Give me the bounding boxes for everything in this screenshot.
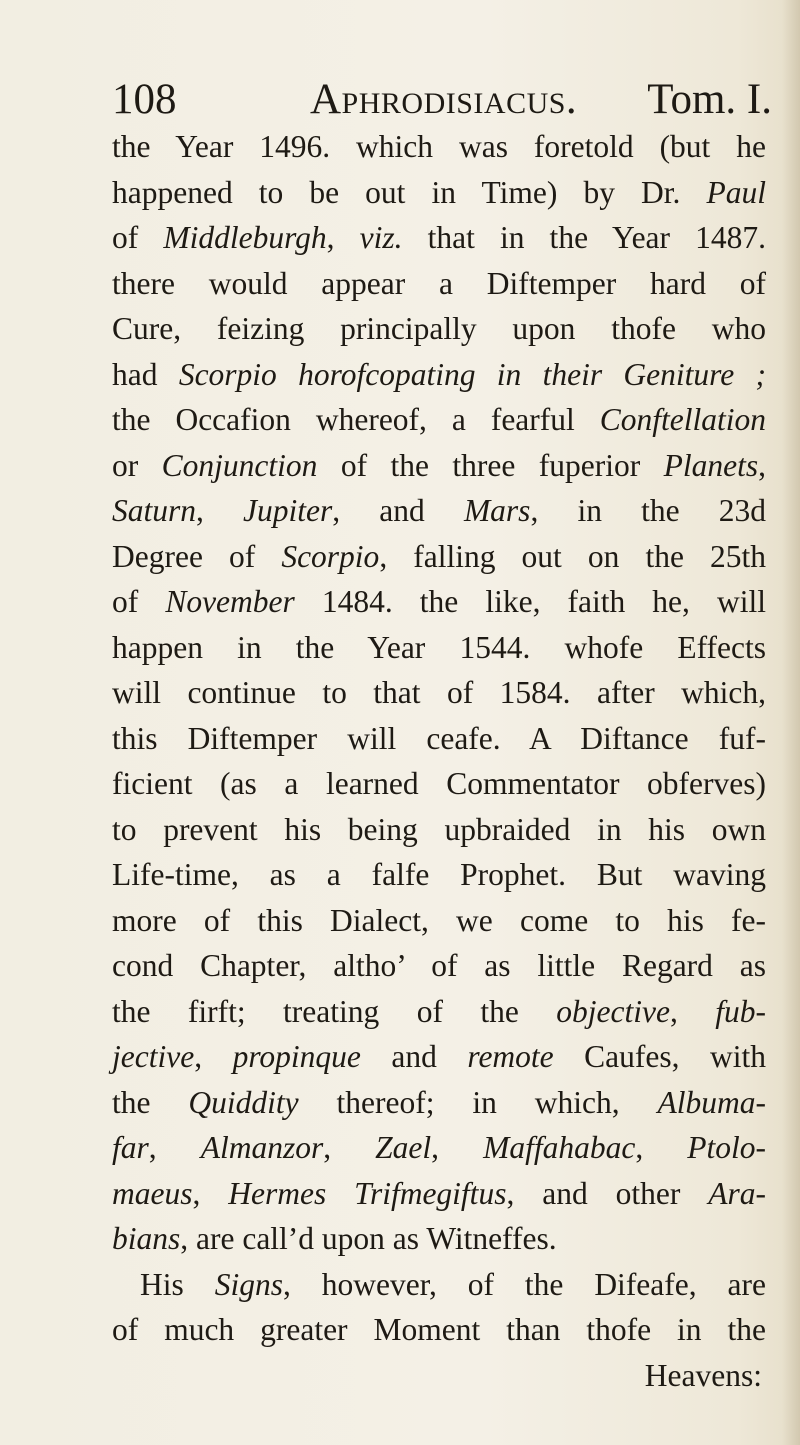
text-segment: of much greater Moment than thofe in the [112, 1312, 766, 1347]
text-line [112, 1262, 766, 1308]
italic-segment: Zael [375, 1130, 432, 1165]
italic-segment: Planets [663, 447, 759, 483]
italic-segment: Maffahabac [483, 1130, 636, 1165]
text-segment: Cure, feizing principally upon thofe who [112, 311, 766, 346]
text-line [112, 1171, 766, 1217]
italic-segment: maeus [112, 1175, 193, 1211]
italic-segment: Middleburgh [163, 220, 327, 255]
text-line [112, 443, 766, 489]
italic-segment: Ptolo- [687, 1130, 767, 1165]
text-segment: , in the 23d [530, 493, 767, 528]
text-line [112, 170, 766, 216]
text-segment: , [192, 1175, 229, 1211]
text-line [112, 989, 766, 1035]
italic-segment: fub- [715, 993, 767, 1029]
text-line [112, 397, 766, 443]
text-line [112, 534, 766, 580]
body-text [112, 124, 766, 1398]
text-segment: , [148, 1130, 201, 1165]
text-segment: happened to be out in Time) by Dr. [112, 174, 707, 210]
italic-segment: jective [112, 1039, 195, 1074]
page-header [112, 72, 772, 128]
italic-segment: Scorpio [281, 538, 380, 574]
text-line [112, 1034, 766, 1080]
text-segment: Caufes, with [553, 1039, 767, 1074]
text-segment: thereof; in which, [298, 1084, 658, 1120]
text-line [112, 943, 766, 989]
running-title: Aphrodisiacus. [310, 76, 578, 123]
italic-segment: viz. [359, 220, 403, 255]
text-line [112, 352, 766, 398]
italic-segment: far [112, 1130, 149, 1165]
text-segment: the Occafion whereof, a fearful [112, 402, 600, 437]
italic-segment: Signs [214, 1266, 283, 1302]
text-line [112, 1307, 766, 1353]
text-segment: ficient (as a learned Commentator obferves) [112, 766, 766, 801]
text-segment: this Diftemper will ceafe. A Diftance fuf- [112, 720, 766, 756]
text-line [112, 306, 766, 352]
text-segment: of [112, 220, 164, 255]
text-segment: Life-time, as a falfe Prophet. But waving [112, 857, 766, 892]
italic-segment: Jupiter [243, 493, 333, 528]
italic-segment: bians [112, 1221, 181, 1256]
text-segment: to prevent his being upbraided in his own [112, 811, 766, 847]
text-segment: the firft; treating of the [112, 993, 557, 1029]
text-segment: the Year 1496. which was foretold (but he [112, 129, 766, 164]
text-segment: , are call’d upon as Witneffes. [180, 1221, 557, 1256]
text-segment: the [112, 1084, 189, 1120]
italic-segment: Scorpio horofcopating in their Geniture ; [178, 356, 767, 392]
text-segment: , and other [506, 1175, 709, 1211]
text-segment: will continue to that of 1584. after which, [112, 675, 766, 710]
italic-segment: Saturn [112, 493, 197, 528]
text-line [112, 716, 766, 762]
text-segment: there would appear a Diftemper hard of [112, 265, 766, 301]
text-line [112, 488, 766, 534]
text-segment: cond Chapter, altho’ of as little Regard as [112, 948, 766, 983]
text-line [112, 807, 766, 853]
text-line [112, 670, 766, 716]
tome-label: Tom. I. [647, 76, 772, 123]
italic-segment: Mars [463, 493, 531, 528]
italic-segment: Conjunction [161, 447, 318, 483]
italic-segment: objective [556, 993, 670, 1029]
text-segment: , [758, 447, 766, 483]
text-line [112, 1216, 766, 1262]
text-segment: , however, of the Difeafe, are [282, 1266, 766, 1302]
text-segment: His [140, 1266, 215, 1302]
text-segment: , [196, 493, 244, 528]
text-segment: of the three fuperior [317, 447, 664, 483]
text-segment: 1484. the like, faith he, will [294, 584, 766, 619]
page-number: 108 [112, 76, 177, 123]
text-segment: , [194, 1039, 233, 1074]
text-line [112, 761, 766, 807]
italic-segment: remote [467, 1039, 554, 1074]
text-line [112, 1080, 766, 1126]
text-segment: , [635, 1130, 688, 1165]
italic-segment: Hermes Trifmegiftus [228, 1175, 507, 1211]
text-segment: happen in the Year 1544. whofe Effects [112, 629, 766, 665]
text-line [112, 579, 766, 625]
text-segment: and [360, 1039, 468, 1074]
text-segment: , [431, 1130, 484, 1165]
text-segment: had [112, 356, 179, 392]
text-segment: , [326, 220, 360, 255]
text-segment: of [112, 584, 166, 619]
text-segment: , [669, 993, 716, 1029]
text-line [112, 852, 766, 898]
italic-segment: Almanzor [200, 1130, 324, 1165]
italic-segment: Albuma- [657, 1084, 767, 1120]
text-segment: more of this Dialect, we come to his fe- [112, 902, 766, 938]
italic-segment: propinque [232, 1039, 361, 1074]
text-segment: , falling out on the 25th [379, 538, 766, 574]
text-line [112, 124, 766, 170]
catchword: Heavens: [644, 1357, 762, 1393]
italic-segment: Paul [706, 174, 766, 210]
text-line [112, 215, 766, 261]
italic-segment: November [165, 584, 295, 619]
italic-segment: Conftellation [599, 402, 766, 437]
text-segment: or [112, 447, 162, 483]
italic-segment: Quiddity [188, 1084, 299, 1120]
text-line [112, 261, 766, 307]
text-segment: Degree of [112, 538, 282, 574]
text-segment: , and [332, 493, 464, 528]
text-segment: , [323, 1130, 376, 1165]
page-edge-shadow [782, 0, 800, 1445]
text-line [112, 625, 766, 671]
text-segment: that in the Year 1487. [402, 220, 766, 255]
text-line [112, 898, 766, 944]
italic-segment: Ara- [708, 1175, 766, 1211]
text-line [112, 1125, 766, 1171]
